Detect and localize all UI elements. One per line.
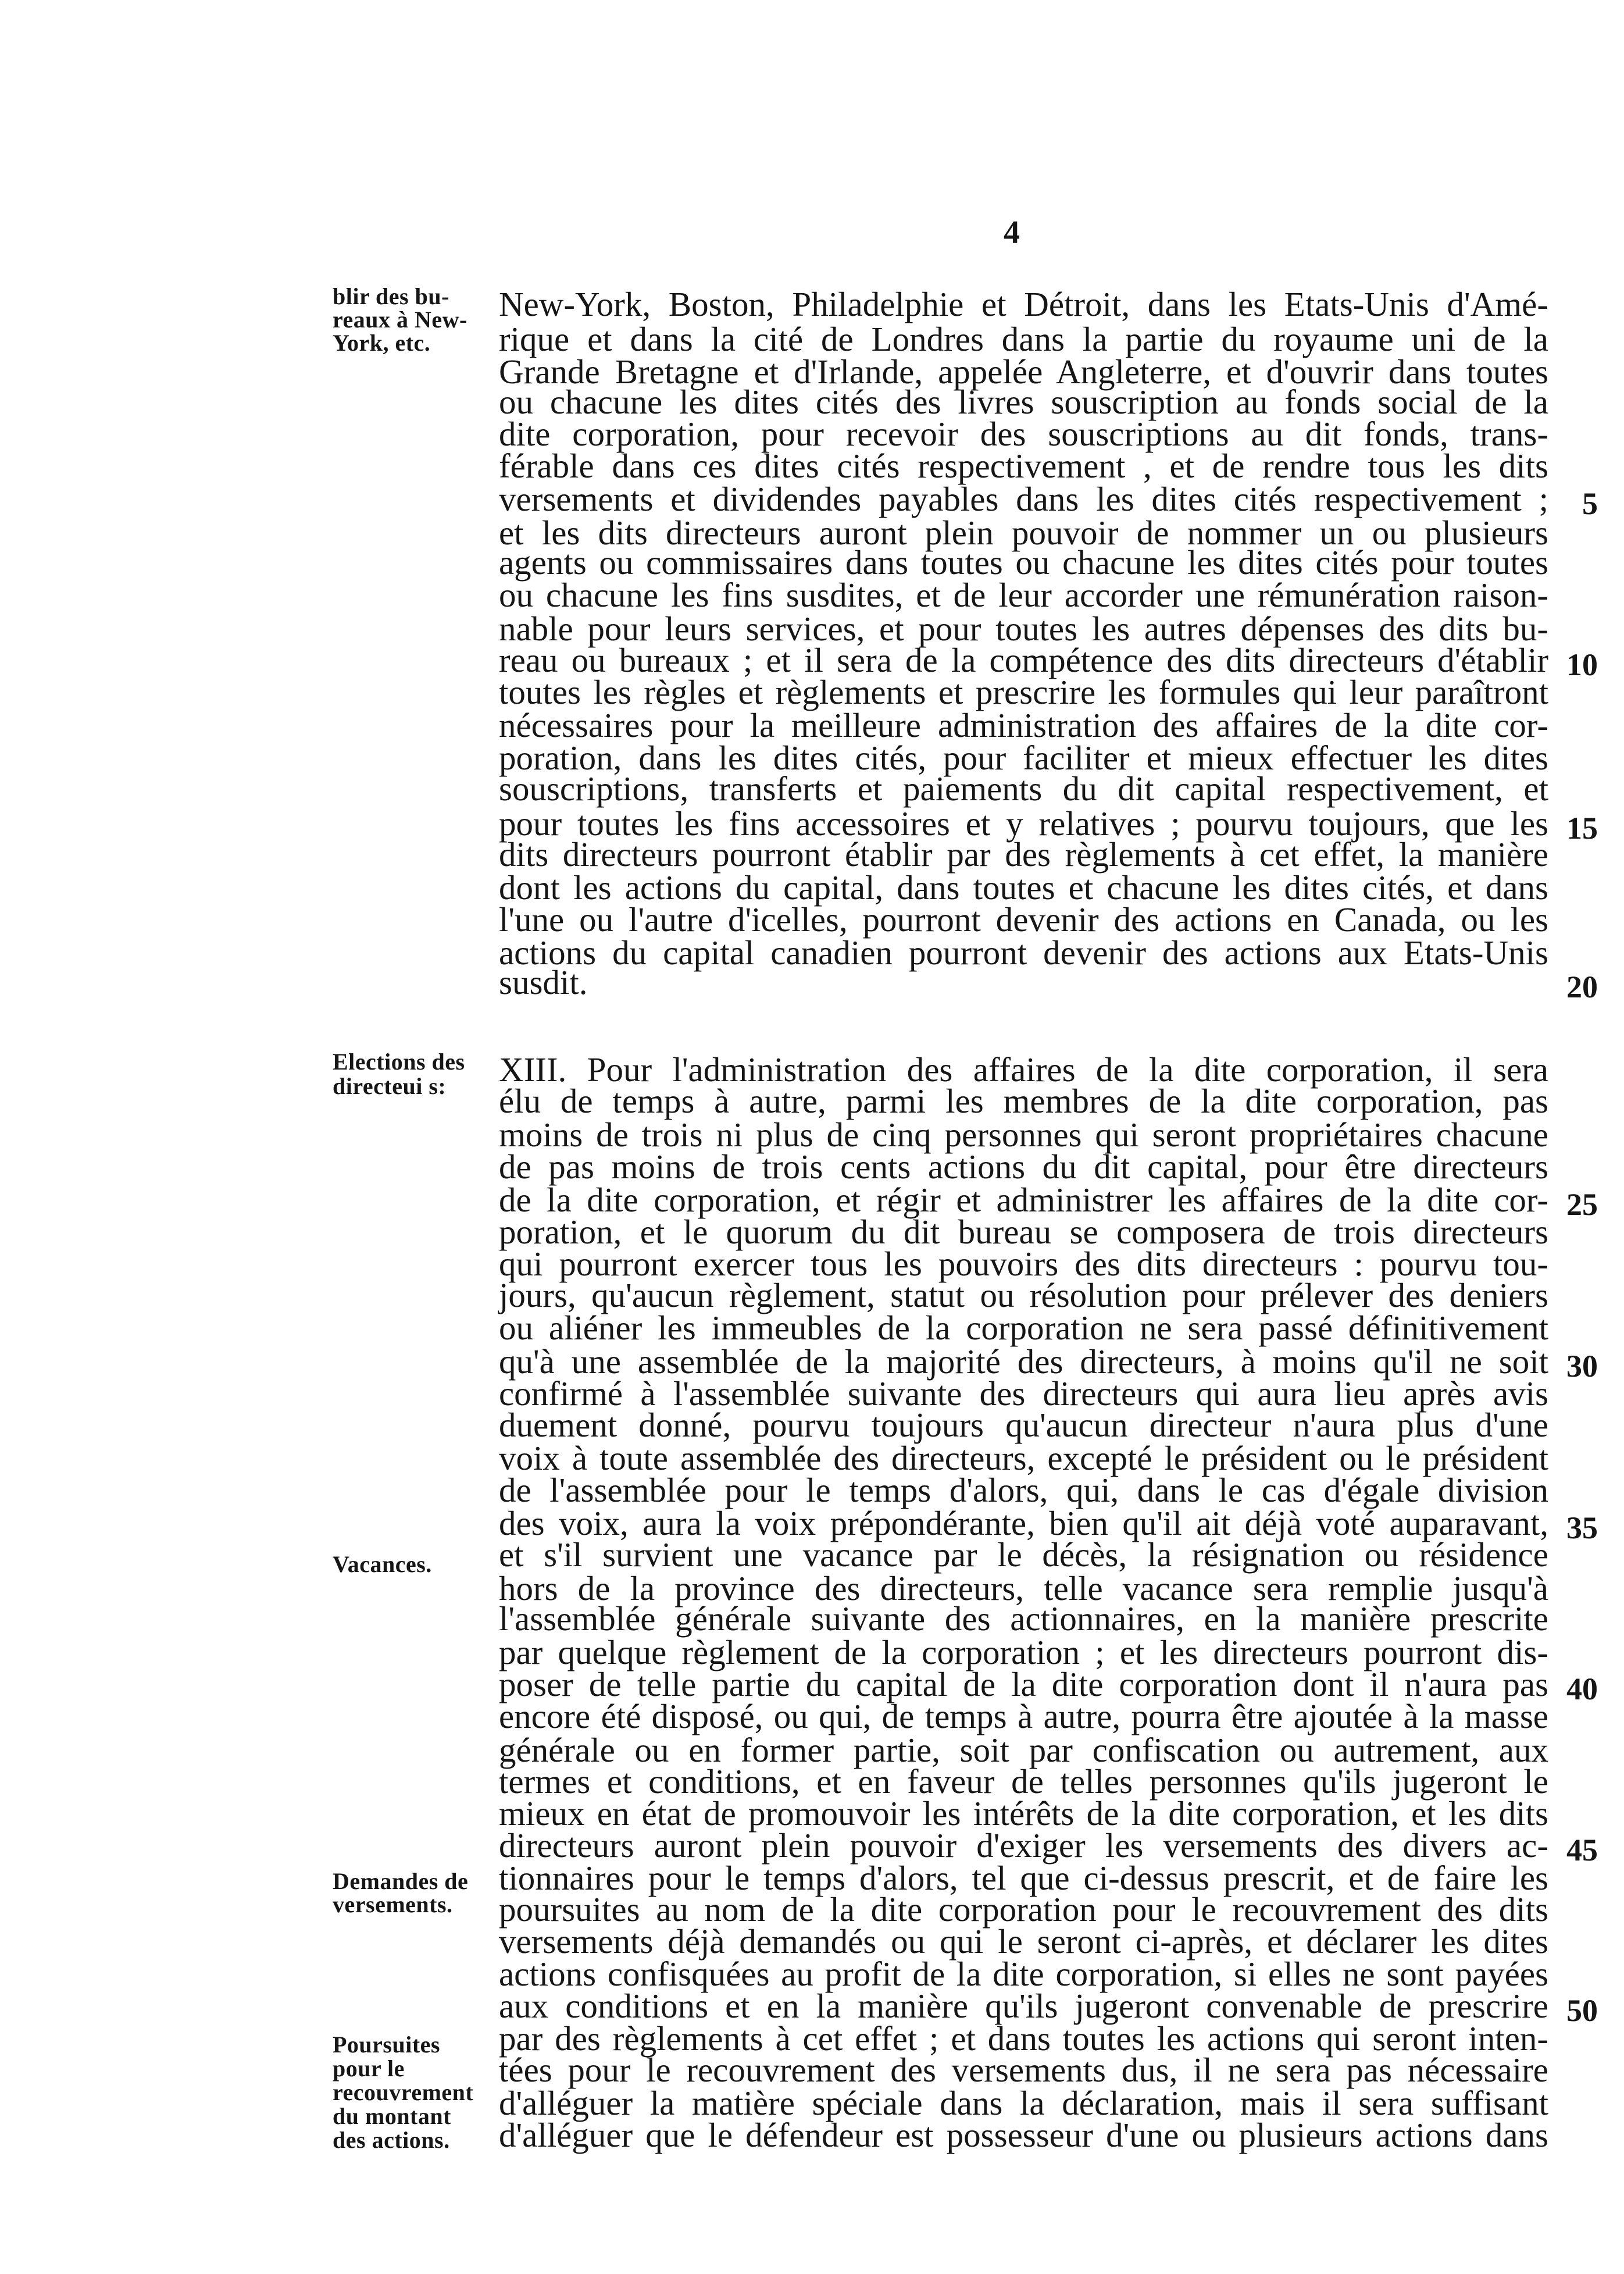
body-line: poration, et le quorum du dit bureau se composera de trois directeurs xyxy=(499,1213,1548,1251)
body-line: duement donné, pourvu toujours qu'aucun directeur n'aura plus d'une xyxy=(499,1406,1548,1444)
body-line: d'alléguer que le défendeur est possesseur d'une ou plusieurs actions dans xyxy=(499,2116,1548,2154)
body-line: jours, qu'aucun règlement, statut ou résolution pour prélever des deniers xyxy=(499,1276,1548,1314)
body-line: hors de la province des directeurs, telle vacance sera remplie jusqu'à xyxy=(499,1569,1548,1608)
margin-note xyxy=(333,1553,490,1576)
body-line: tées pour le recouvrement des versements dus, il ne sera pas nécessaire xyxy=(499,2051,1548,2089)
body-line: par des règlements à cet effet ; et dans toutes les actions qui seront inten- xyxy=(499,2019,1548,2058)
body-line: nable pour leurs services, et pour toutes les autres dépenses des dits bu- xyxy=(499,610,1548,648)
body-line: aux conditions et en la manière qu'ils jugeront convenable de prescrire xyxy=(499,1987,1548,2025)
body-line: et s'il survient une vacance par le décès, la résignation ou résidence xyxy=(499,1535,1548,1574)
margin-note-line: pour le xyxy=(333,2055,405,2081)
body-line: souscriptions, transferts et paiements du dit capital respectivement, et xyxy=(499,769,1548,808)
line-number: 35 xyxy=(1566,1510,1598,1545)
body-line: et les dits directeurs auront plein pouvoir de nommer un ou plusieurs xyxy=(499,514,1548,552)
body-line: de pas moins de trois cents actions du dit capital, pour être directeurs xyxy=(499,1147,1548,1186)
body-line: d'alléguer la matière spéciale dans la déclaration, mais il sera suffisant xyxy=(499,2084,1548,2122)
margin-note-line: Vacances. xyxy=(333,1551,432,1577)
body-line: élu de temps à autre, parmi les membres de la dite corporation, pas xyxy=(499,1082,1548,1120)
body-line: qu'à une assemblée de la majorité des directeurs, à moins qu'il ne soit xyxy=(499,1342,1548,1381)
line-number: 45 xyxy=(1566,1833,1598,1867)
margin-note xyxy=(333,1050,490,1099)
body-line: férable dans ces dites cités respectivement , et de rendre tous les dits xyxy=(499,447,1548,485)
line-number: 25 xyxy=(1566,1187,1598,1222)
body-line: XIII. Pour l'administration des affaires de la dite corporation, il sera xyxy=(499,1050,1548,1089)
body-line: New-York, Boston, Philadelphie et Détroit, dans les Etats-Unis d'Amé- xyxy=(499,285,1548,323)
body-line: nécessaires pour la meilleure administration des affaires de la dite cor- xyxy=(499,706,1548,744)
body-line: ou chacune les fins susdites, et de leur accorder une rémunération raison- xyxy=(499,576,1548,614)
body-line: encore été disposé, ou qui, de temps à autre, pourra être ajoutée à la masse xyxy=(499,1697,1548,1735)
body-line: pour toutes les fins accessoires et y relatives ; pourvu toujours, que les xyxy=(499,804,1548,843)
body-line: de la dite corporation, et régir et administrer les affaires de la dite cor- xyxy=(499,1181,1548,1219)
body-line: de l'assemblée pour le temps d'alors, qui, dans le cas d'égale division xyxy=(499,1471,1548,1509)
body-line: mieux en état de promouvoir les intérêts de la dite corporation, et les dits xyxy=(499,1794,1548,1833)
line-number: 50 xyxy=(1566,1993,1598,2028)
line-number: 5 xyxy=(1582,486,1598,521)
margin-note-line: Demandes de xyxy=(333,1868,469,1894)
page-number: 4 xyxy=(1004,215,1020,251)
line-number: 15 xyxy=(1566,811,1598,846)
body-line: reau ou bureaux ; et il sera de la compétence des dits directeurs d'établir xyxy=(499,641,1548,679)
margin-note xyxy=(333,1870,490,1916)
margin-note xyxy=(333,2033,490,2152)
body-line: directeurs auront plein pouvoir d'exiger les versements des divers ac- xyxy=(499,1826,1548,1865)
margin-note-line: blir des bu- xyxy=(333,283,449,309)
body-line: générale ou en former partie, soit par confiscation ou autrement, aux xyxy=(499,1731,1548,1769)
body-line: ou aliéner les immeubles de la corporation ne sera passé définitivement xyxy=(499,1309,1548,1347)
margin-note-line: versements. xyxy=(333,1891,453,1917)
body-line: par quelque règlement de la corporation ; et les directeurs pourront dis- xyxy=(499,1633,1548,1671)
line-number: 30 xyxy=(1566,1349,1598,1384)
body-line: actions du capital canadien pourront devenir des actions aux Etats-Unis xyxy=(499,933,1548,972)
body-line: l'assemblée générale suivante des actionnaires, en la manière prescrite xyxy=(499,1599,1548,1638)
body-line: Grande Bretagne et d'Irlande, appelée Angleterre, et d'ouvrir dans toutes xyxy=(499,352,1548,391)
body-line: poration, dans les dites cités, pour faciliter et mieux effectuer les dites xyxy=(499,739,1548,777)
body-line: rique et dans la cité de Londres dans la partie du royaume uni de la xyxy=(499,320,1548,358)
body-line: actions confisquées au profit de la dite corporation, si elles ne sont payées xyxy=(499,1955,1548,1993)
body-line: ou chacune les dites cités des livres souscription au fonds social de la xyxy=(499,383,1548,421)
margin-note xyxy=(333,285,490,355)
margin-note-line: directeui s: xyxy=(333,1073,447,1099)
body-line: termes et conditions, et en faveur de telles personnes qu'ils jugeront le xyxy=(499,1762,1548,1801)
body-line: des voix, aura la voix prépondérante, bien qu'il ait déjà voté auparavant, xyxy=(499,1504,1548,1542)
line-number: 20 xyxy=(1566,970,1598,1004)
margin-note-line: du montant xyxy=(333,2103,451,2129)
line-number: 40 xyxy=(1566,1671,1598,1706)
body-line: dits directeurs pourront établir par des règlements à cet effet, la manière xyxy=(499,835,1548,874)
body-line: moins de trois ni plus de cinq personnes qui seront propriétaires chacune xyxy=(499,1115,1548,1154)
body-line: agents ou commissaires dans toutes ou chacune les dites cités pour toutes xyxy=(499,543,1548,582)
margin-note-line: des actions. xyxy=(333,2127,450,2153)
margin-note-line: Poursuites xyxy=(333,2031,440,2058)
body-line: poursuites au nom de la dite corporation pour le recouvrement des dits xyxy=(499,1890,1548,1929)
body-line: poser de telle partie du capital de la dite corporation dont il n'aura pas xyxy=(499,1665,1548,1703)
margin-note-line: Elections des xyxy=(333,1049,465,1075)
line-number: 10 xyxy=(1566,647,1598,682)
body-line: dont les actions du capital, dans toutes et chacune les dites cités, et dans xyxy=(499,868,1548,907)
margin-note-line: recouvrement xyxy=(333,2079,474,2105)
body-line: confirmé à l'assemblée suivante des directeurs qui aura lieu après avis xyxy=(499,1374,1548,1413)
body-line: qui pourront exercer tous les pouvoirs des dits directeurs : pourvu tou- xyxy=(499,1245,1548,1283)
body-line: voix à toute assemblée des directeurs, excepté le président ou le président xyxy=(499,1439,1548,1477)
body-line: toutes les règles et règlements et prescrire les formules qui leur paraîtront xyxy=(499,673,1548,711)
body-line: susdit. xyxy=(499,963,588,1001)
body-line: l'une ou l'autre d'icelles, pourront devenir des actions en Canada, ou les xyxy=(499,900,1548,939)
body-line: versements et dividendes payables dans les dites cités respectivement ; xyxy=(499,480,1548,518)
body-line: tionnaires pour le temps d'alors, tel que ci-dessus prescrit, et de faire les xyxy=(499,1859,1548,1897)
margin-note-line: York, etc. xyxy=(333,330,431,356)
body-line: versements déjà demandés ou qui le seront ci-après, et déclarer les dites xyxy=(499,1922,1548,1961)
margin-note-line: reaux à New- xyxy=(333,306,467,333)
body-line: dite corporation, pour recevoir des souscriptions au dit fonds, trans- xyxy=(499,415,1548,453)
